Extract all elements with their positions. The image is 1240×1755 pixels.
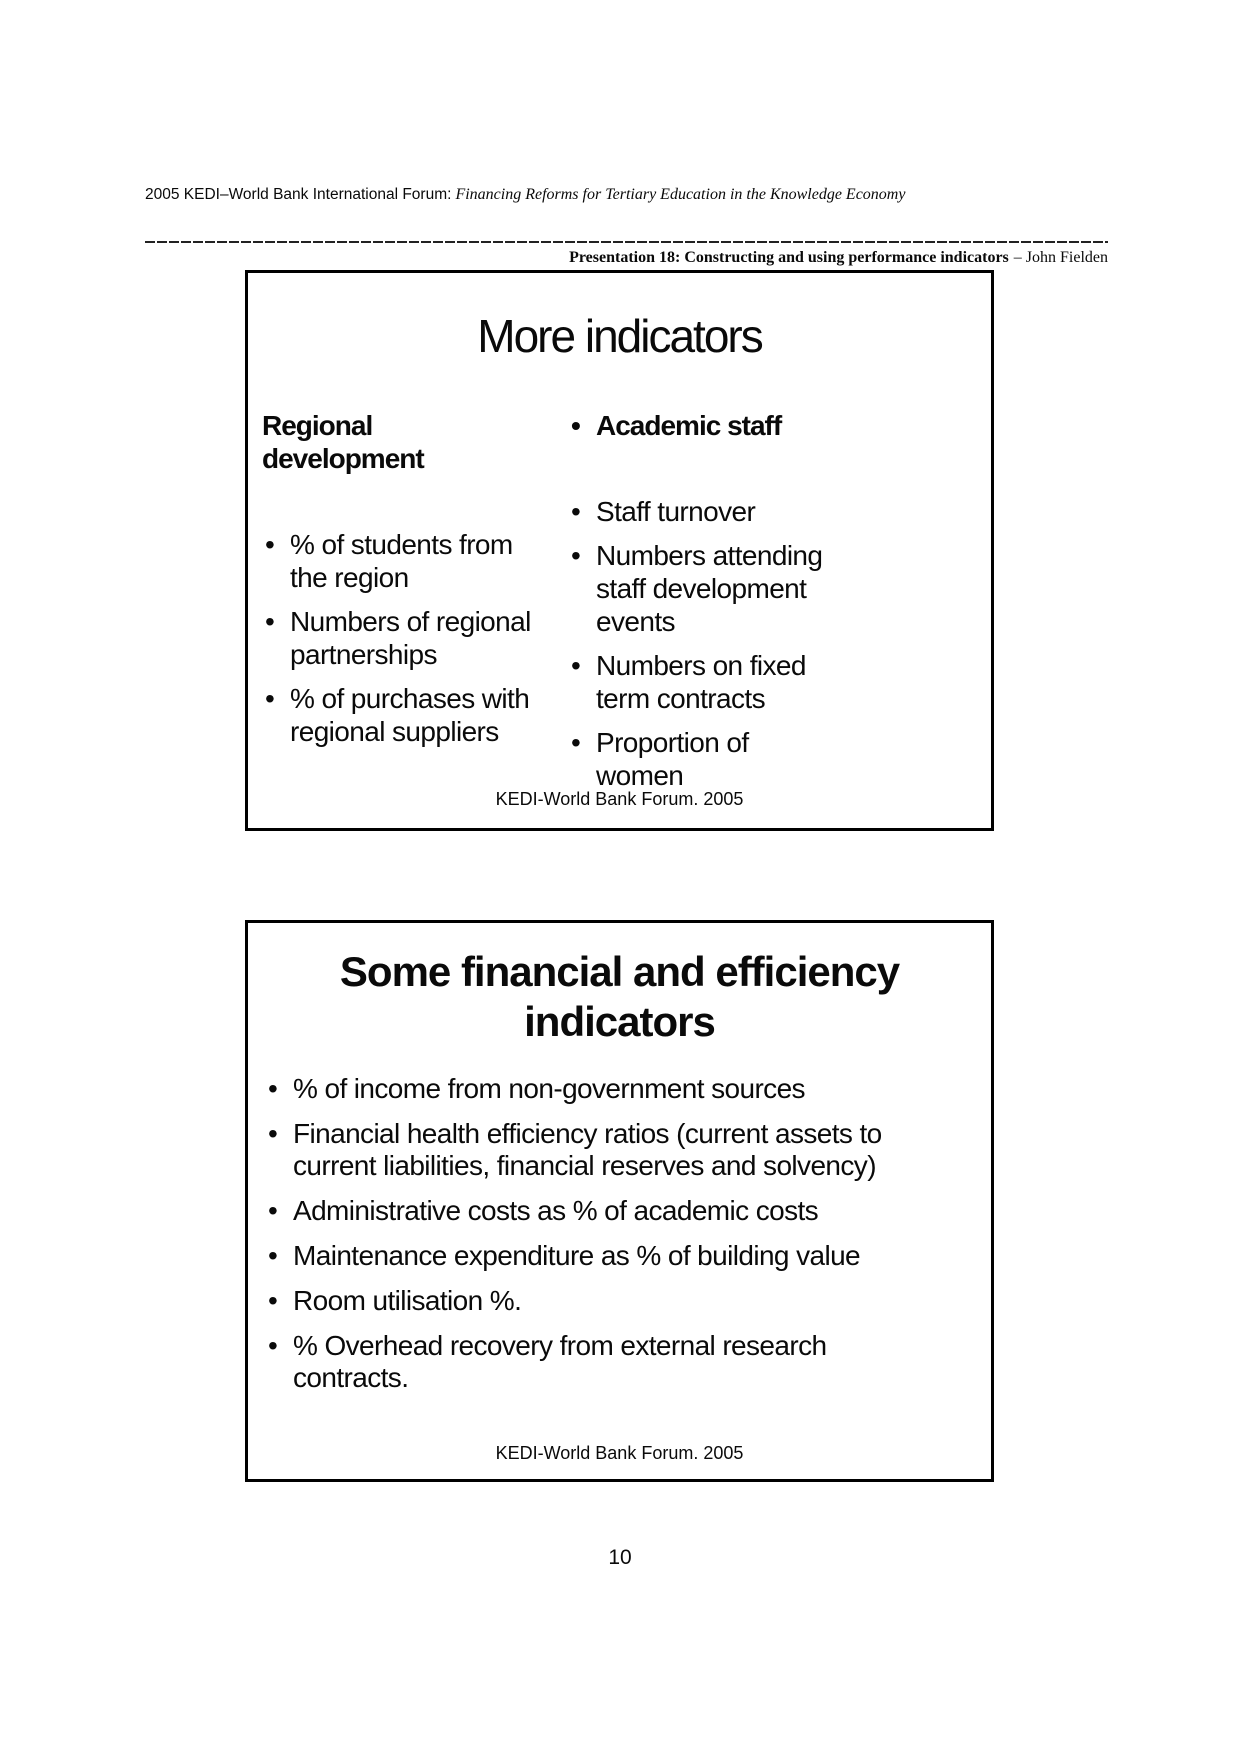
slide1-footer: KEDI-World Bank Forum. 2005 bbox=[495, 789, 744, 809]
list-item bbox=[262, 605, 537, 671]
slide2-list bbox=[265, 1073, 925, 1407]
bullet-text: % of purchases with regional suppliers bbox=[290, 683, 530, 747]
bullet-text: Room utilisation %. bbox=[293, 1285, 522, 1316]
slide1-right-column bbox=[568, 409, 833, 803]
slide2-footer: KEDI-World Bank Forum. 2005 bbox=[495, 1443, 744, 1463]
bullet-text: % of students from the region bbox=[290, 529, 513, 593]
presentation-author: – John Fielden bbox=[1013, 249, 1108, 266]
bullet-icon: • bbox=[268, 1240, 278, 1271]
list-item bbox=[265, 1118, 925, 1182]
bullet-icon: • bbox=[571, 496, 581, 527]
slide1-left-list bbox=[262, 528, 537, 748]
slide1-left-column bbox=[262, 409, 537, 759]
bullet-icon: • bbox=[268, 1285, 278, 1316]
presentation-header bbox=[145, 249, 1108, 267]
list-item bbox=[265, 1240, 925, 1272]
list-item bbox=[568, 495, 833, 528]
bullet-text: Numbers of regional partnerships bbox=[290, 606, 531, 670]
list-item bbox=[568, 649, 833, 715]
bullet-text: Proportion of women bbox=[596, 727, 749, 791]
bullet-icon: • bbox=[268, 1195, 278, 1226]
bullet-icon: • bbox=[571, 410, 580, 441]
bullet-text: Maintenance expenditure as % of building value bbox=[293, 1240, 861, 1271]
bullet-icon: • bbox=[268, 1330, 278, 1361]
bullet-text: Staff turnover bbox=[596, 496, 756, 527]
list-item bbox=[568, 726, 833, 792]
slide1-title: More indicators bbox=[477, 310, 762, 362]
forum-theme: Financing Reforms for Tertiary Education in the Knowledge Economy bbox=[455, 186, 906, 203]
bullet-icon: • bbox=[571, 727, 581, 758]
bullet-icon: • bbox=[571, 650, 581, 681]
bullet-icon: • bbox=[265, 606, 275, 637]
bullet-text: Numbers attending staff development events bbox=[596, 540, 823, 637]
slide2-title: Some financial and efficiency indicators bbox=[339, 948, 900, 1045]
page-number: 10 bbox=[608, 1546, 632, 1569]
bullet-text: % Overhead recovery from external research contracts. bbox=[293, 1330, 827, 1393]
list-item bbox=[265, 1330, 925, 1394]
bullet-icon: • bbox=[571, 540, 581, 571]
bullet-icon: • bbox=[268, 1073, 278, 1104]
bullet-text: Numbers on fixed term contracts bbox=[596, 650, 806, 714]
bullet-text: Administrative costs as % of academic costs bbox=[293, 1195, 819, 1226]
bullet-text: Financial health efficiency ratios (current assets to current liabilities, financial reserves and solvency) bbox=[293, 1118, 882, 1181]
bullet-icon: • bbox=[265, 529, 275, 560]
header-rule bbox=[145, 241, 1108, 243]
slide-financial-indicators bbox=[245, 920, 994, 1482]
slide1-right-heading bbox=[568, 409, 833, 442]
list-item bbox=[265, 1073, 925, 1105]
slide1-left-heading: Regional development bbox=[262, 410, 424, 474]
slide1-right-list bbox=[568, 495, 833, 792]
list-item bbox=[262, 528, 537, 594]
bullet-text: % of income from non-government sources bbox=[293, 1073, 805, 1104]
heading-text: Academic staff bbox=[596, 410, 782, 441]
bullet-icon: • bbox=[268, 1118, 278, 1149]
forum-label: 2005 KEDI–World Bank International Forum: bbox=[145, 186, 452, 203]
list-item bbox=[262, 682, 537, 748]
bullet-icon: • bbox=[265, 683, 275, 714]
list-item bbox=[568, 539, 833, 638]
list-item bbox=[265, 1285, 925, 1317]
list-item bbox=[265, 1195, 925, 1227]
document-header bbox=[145, 186, 1125, 204]
presentation-title: Presentation 18: Constructing and using performance indicators bbox=[569, 249, 1009, 266]
slide-more-indicators bbox=[245, 270, 994, 831]
